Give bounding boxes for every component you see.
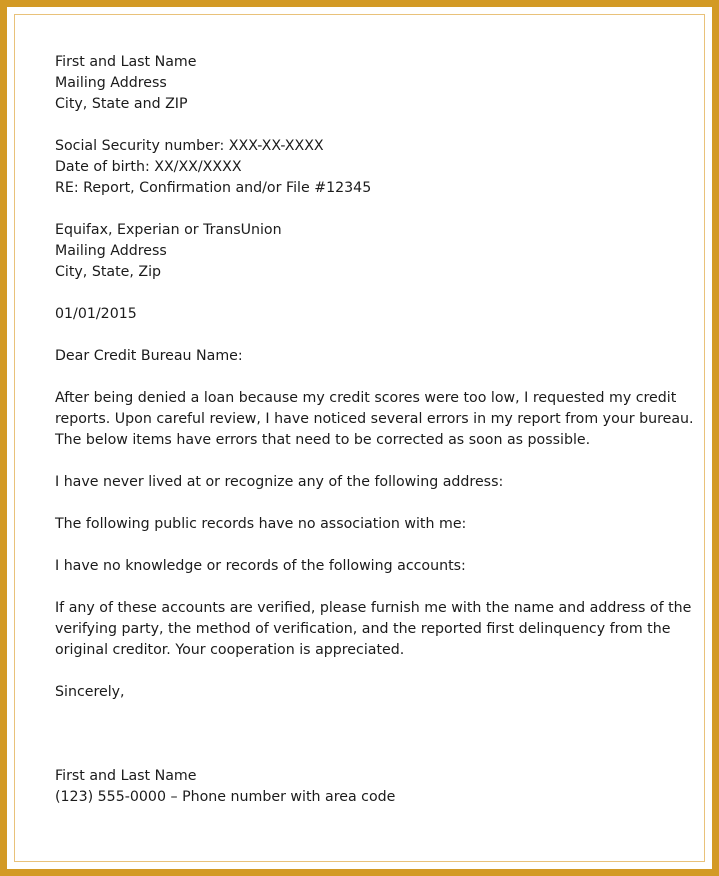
- salutation-block: [55, 346, 695, 367]
- body-paragraph-4: I have no knowledge or records of the following accounts:: [55, 558, 466, 574]
- body-paragraph-2: I have never lived at or recognize any of the following address:: [55, 474, 504, 490]
- re-line: RE: Report, Confirmation and/or File #12345: [55, 180, 372, 196]
- body-paragraph-1: After being denied a loan because my credit scores were too low, I requested my credit reports. Upon careful review, I have noticed several errors in my report from your bureau. The below items have errors that need to be corrected as soon as possible.: [55, 390, 694, 448]
- body-paragraph-5: If any of these accounts are verified, please furnish me with the name and address of the verifying party, the method of verification, and the reported first delinquency from the original creditor. Your cooperation is appreciated.: [55, 600, 692, 658]
- letter-date: 01/01/2015: [55, 306, 137, 322]
- sender-block: [55, 52, 695, 115]
- salutation: Dear Credit Bureau Name:: [55, 348, 243, 364]
- identifiers-block: [55, 136, 695, 199]
- signature-phone: (123) 555-0000 – Phone number with area code: [55, 789, 396, 805]
- date-block: [55, 304, 695, 325]
- sender-city: City, State and ZIP: [55, 96, 188, 112]
- ssn-line: Social Security number: XXX-XX-XXXX: [55, 138, 324, 154]
- recipient-name: Equifax, Experian or TransUnion: [55, 222, 282, 238]
- body-paragraph-3: The following public records have no association with me:: [55, 516, 467, 532]
- sender-name: First and Last Name: [55, 54, 197, 70]
- signature-space: [55, 703, 695, 766]
- recipient-city: City, State, Zip: [55, 264, 162, 280]
- signature-block: [55, 766, 695, 808]
- recipient-address: Mailing Address: [55, 243, 167, 259]
- letter-body: [55, 52, 695, 829]
- recipient-block: [55, 220, 695, 283]
- sender-address: Mailing Address: [55, 75, 167, 91]
- dob-line: Date of birth: XX/XX/XXXX: [55, 159, 242, 175]
- signature-name: First and Last Name: [55, 768, 197, 784]
- closing: Sincerely,: [55, 684, 125, 700]
